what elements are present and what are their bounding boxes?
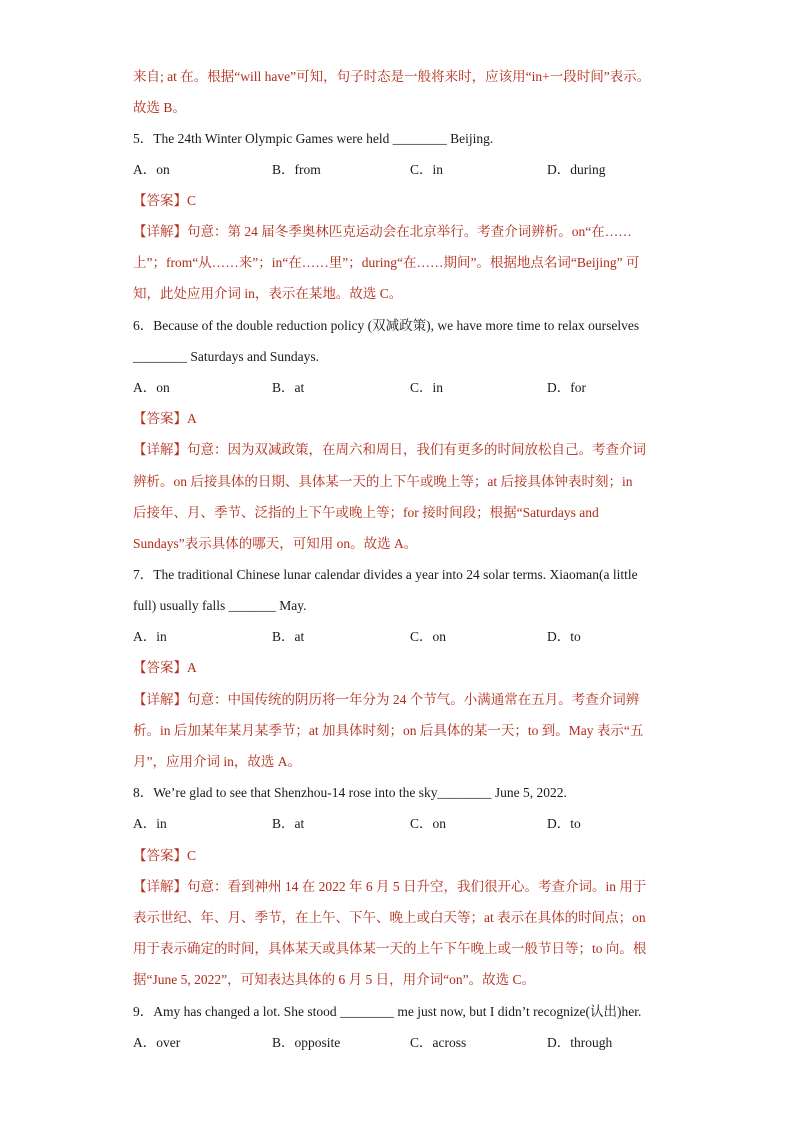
question-6-option-a: A．on	[133, 380, 170, 395]
question-7-stem: 7．The traditional Chinese lunar calendar divides a year into 24 solar terms. Xiaoman(a little	[133, 567, 638, 582]
question-8-option-b: B．at	[272, 816, 305, 831]
question-7-detail	[133, 690, 639, 710]
question-7-option-a: A．in	[133, 629, 167, 644]
question-7-answer	[133, 658, 197, 678]
detail-label: 【详解】	[133, 879, 187, 894]
question-9-option-b: B．opposite	[272, 1035, 341, 1050]
detail-text: 句意：第 24 届冬季奥林匹克运动会在北京举行。考查介词辨析。on“在……	[187, 224, 632, 239]
question-5-stem: 5．The 24th Winter Olympic Games were held ________ Beijing.	[133, 131, 494, 146]
answer-label: 【答案】	[133, 193, 187, 208]
answer-value: C	[187, 848, 197, 863]
question-6-stem: 6．Because of the double reduction policy (双减政策), we have more time to relax ourselves	[133, 318, 640, 333]
detail-text: 句意：看到神州 14 在 2022 年 6 月 5 日升空，我们很开心。考查介词。in 用于	[187, 879, 647, 894]
detail-text: 句意：因为双减政策，在周六和周日，我们有更多的时间放松自己。考查介词	[187, 442, 646, 457]
prev-detail-line: 来自; at 在。根据“will have”可知，句子时态是一般将来时，应该用“in+一段时间”表示。	[133, 69, 651, 84]
question-6-detail	[133, 440, 646, 460]
question-8-detail	[133, 877, 646, 897]
question-6-option-c: C．in	[410, 380, 444, 395]
question-5-detail-line: 知，此处应用介词 in，表示在某地。故选 C。	[133, 286, 403, 301]
detail-label: 【详解】	[133, 692, 187, 707]
question-8-option-a: A．in	[133, 816, 167, 831]
question-9-stem: 9．Amy has changed a lot. She stood ________ me just now, but I didn’t recognize(认出)her.	[133, 1004, 642, 1019]
answer-value: C	[187, 193, 197, 208]
question-5-option-a: A．on	[133, 162, 170, 177]
question-6-answer	[133, 409, 197, 429]
question-7-option-d: D．to	[547, 629, 581, 644]
question-5-option-b: B．from	[272, 162, 321, 177]
question-6-option-d: D．for	[547, 380, 586, 395]
question-6-detail-line: Sundays”表示具体的哪天，可知用 on。故选 A。	[133, 536, 418, 551]
question-5-answer	[133, 191, 196, 211]
question-9-option-a: A．over	[133, 1035, 181, 1050]
question-7-option-c: C．on	[410, 629, 447, 644]
answer-label: 【答案】	[133, 660, 187, 675]
question-6-stem-line: ________ Saturdays and Sundays.	[133, 349, 319, 364]
question-9-option-c: C．across	[410, 1035, 467, 1050]
question-5-detail-line: 上”；from“从……来”；in“在……里”；during“在……期间”。根据地点名词“Beijing” 可	[133, 255, 640, 270]
question-7-option-b: B．at	[272, 629, 305, 644]
question-8-option-d: D．to	[547, 816, 581, 831]
question-8-detail-line: 表示世纪、年、月、季节，在上午、下午、晚上或白天等；at 表示在具体的时间点；on	[133, 910, 646, 925]
question-8-answer	[133, 846, 196, 866]
prev-detail-line: 故选 B。	[133, 100, 186, 115]
question-7-detail-line: 月”，应用介词 in，故选 A。	[133, 754, 301, 769]
answer-value: A	[187, 660, 197, 675]
question-5-option-c: C．in	[410, 162, 444, 177]
question-6-detail-line: 辨析。on 后接具体的日期、具体某一天的上下午或晚上等；at 后接具体钟表时刻；in	[133, 474, 633, 489]
answer-label: 【答案】	[133, 411, 187, 426]
question-8-stem: 8．We’re glad to see that Shenzhou-14 rose into the sky________ June 5, 2022.	[133, 785, 567, 800]
detail-text: 句意：中国传统的阴历将一年分为 24 个节气。小满通常在五月。考查介词辨	[187, 692, 640, 707]
question-7-detail-line: 析。in 后加某年某月某季节；at 加具体时刻；on 后具体的某一天；to 到。May 表示“五	[133, 723, 644, 738]
question-8-detail-line: 据“June 5, 2022”，可知表达具体的 6 月 5 日，用介词“on”。故选 C。	[133, 972, 535, 987]
detail-label: 【详解】	[133, 442, 187, 457]
answer-value: A	[187, 411, 197, 426]
question-8-option-c: C．on	[410, 816, 447, 831]
question-7-stem-line: full) usually falls _______ May.	[133, 598, 307, 613]
question-9-option-d: D．through	[547, 1035, 613, 1050]
detail-label: 【详解】	[133, 224, 187, 239]
question-5-option-d: D．during	[547, 162, 606, 177]
answer-label: 【答案】	[133, 848, 187, 863]
question-5-detail	[133, 222, 632, 242]
question-8-detail-line: 用于表示确定的时间，具体某天或具体某一天的上午下午晚上或一般节日等；to 向。根	[133, 941, 647, 956]
question-6-detail-line: 后接年、月、季节、泛指的上下午或晚上等；for 接时间段；根据“Saturdays and	[133, 505, 599, 520]
question-6-option-b: B．at	[272, 380, 305, 395]
